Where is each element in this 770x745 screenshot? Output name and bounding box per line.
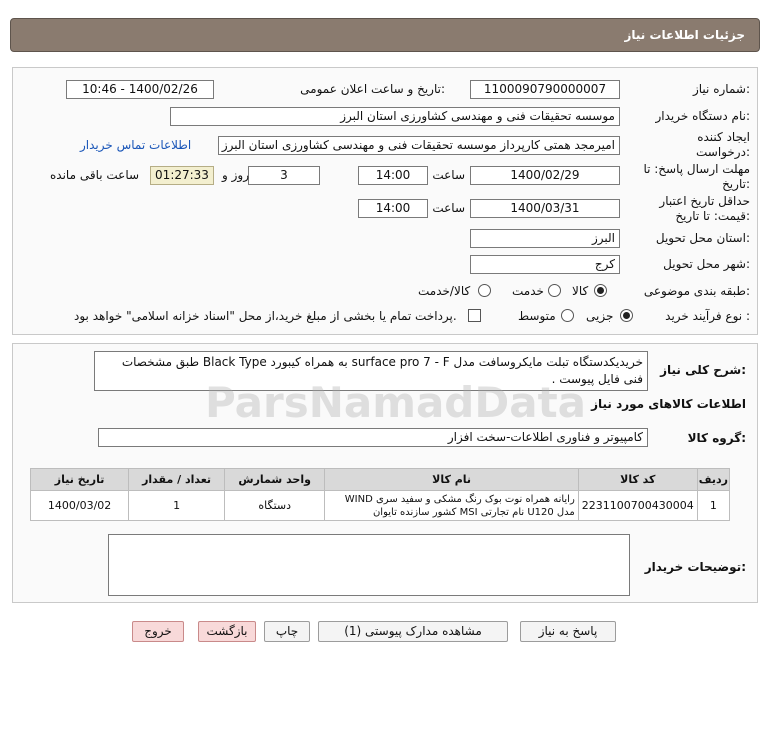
print-button[interactable]: چاپ bbox=[264, 621, 310, 642]
category-goods-service-label: کالا/خدمت bbox=[418, 284, 471, 298]
goods-group-label: گروه کالا: bbox=[687, 431, 746, 445]
description-label: شرح کلی نیاز: bbox=[660, 363, 746, 377]
province-field: البرز bbox=[470, 229, 620, 248]
view-documents-button[interactable]: مشاهده مدارک پیوستی (1) bbox=[318, 621, 508, 642]
back-button[interactable]: بازگشت bbox=[198, 621, 256, 642]
description-text: خریدیکدستگاه تبلت مایکروسافت مدل surface pro 7 - F به همراه کیبورد Black Type طبق مشخصات فنی فایل پیوست . bbox=[94, 351, 648, 391]
page-title: جزئیات اطلاعات نیاز bbox=[624, 28, 745, 42]
table-row bbox=[31, 491, 730, 521]
buyer-notes-field bbox=[108, 534, 630, 596]
process-label: نوع فرآیند خرید : bbox=[665, 309, 750, 323]
goods-group-field: کامپیوتر و فناوری اطلاعات-سخت افزار bbox=[98, 428, 648, 447]
col-name: نام کالا bbox=[325, 469, 578, 491]
need-number-field: 1100090790000007 bbox=[470, 80, 620, 99]
city-label: شهر محل تحویل: bbox=[663, 257, 750, 271]
validity-time-label: ساعت bbox=[432, 201, 465, 215]
need-number-label: شماره نیاز: bbox=[692, 82, 750, 96]
cell-qty: 1 bbox=[129, 491, 225, 521]
reply-button[interactable]: پاسخ به نیاز bbox=[520, 621, 616, 642]
exit-button[interactable]: خروج bbox=[132, 621, 184, 642]
days-field: 3 bbox=[248, 166, 320, 185]
province-label: استان محل تحویل: bbox=[655, 231, 750, 245]
reply-deadline-label: مهلت ارسال پاسخ: تا تاریخ: bbox=[643, 162, 750, 191]
process-medium-label: متوسط bbox=[518, 309, 556, 323]
buyer-notes-label: توضیحات خریدار: bbox=[644, 560, 746, 574]
col-index: ردیف bbox=[697, 469, 729, 491]
buyer-org-label: نام دستگاه خریدار: bbox=[655, 109, 750, 123]
validity-date-field: 1400/03/31 bbox=[470, 199, 620, 218]
reply-date-field: 1400/02/29 bbox=[470, 166, 620, 185]
page-header bbox=[10, 18, 760, 52]
process-medium-radio[interactable] bbox=[561, 309, 574, 322]
category-goods-label: کالا bbox=[572, 284, 589, 298]
category-service-radio[interactable] bbox=[548, 284, 561, 297]
validity-label: حداقل تاریخ اعتبار قیمت: تا تاریخ: bbox=[659, 194, 750, 223]
creator-label: ایجاد کننده درخواست: bbox=[696, 130, 750, 159]
buyer-org-field: موسسه تحقیقات فنی و مهندسی کشاورزی استان البرز bbox=[170, 107, 620, 126]
goods-table bbox=[30, 468, 730, 521]
col-code: کد کالا bbox=[578, 469, 697, 491]
treasury-checkbox[interactable] bbox=[468, 309, 481, 322]
validity-time-field: 14:00 bbox=[358, 199, 428, 218]
remaining-label: ساعت باقی مانده bbox=[50, 168, 140, 182]
days-label: روز و bbox=[222, 168, 249, 182]
creator-field: امیرمجد همتی کارپرداز موسسه تحقیقات فنی و مهندسی کشاورزی استان البرز bbox=[218, 136, 620, 155]
category-goods-service-radio[interactable] bbox=[478, 284, 491, 297]
city-field: کرج bbox=[470, 255, 620, 274]
cell-index: 1 bbox=[697, 491, 729, 521]
announce-field: 1400/02/26 - 10:46 bbox=[66, 80, 214, 99]
col-unit: واحد شمارش bbox=[225, 469, 325, 491]
goods-section-title: اطلاعات کالاهای مورد نیاز bbox=[591, 397, 746, 411]
reply-time-label: ساعت bbox=[432, 168, 465, 182]
watermark: ParsNamadData bbox=[205, 378, 586, 427]
process-minor-label: جزیی bbox=[586, 309, 614, 323]
cell-code: 2231100700430004 bbox=[578, 491, 697, 521]
cell-name: رایانه همراه نوت بوک رنگ مشکی و سفید سری WIND مدل U120 نام تجارتی MSI کشور سازنده تایوان bbox=[325, 491, 578, 521]
remaining-timer: 01:27:33 bbox=[150, 166, 214, 185]
category-label: طبقه بندی موضوعی: bbox=[643, 284, 750, 298]
cell-unit: دستگاه bbox=[225, 491, 325, 521]
contact-info-link[interactable]: اطلاعات تماس خریدار bbox=[80, 138, 192, 152]
col-date: تاریخ نیاز bbox=[31, 469, 129, 491]
category-goods-radio[interactable] bbox=[594, 284, 607, 297]
category-service-label: خدمت bbox=[512, 284, 544, 298]
process-minor-radio[interactable] bbox=[620, 309, 633, 322]
announce-label: تاریخ و ساعت اعلان عمومی: bbox=[300, 82, 445, 96]
cell-date: 1400/03/02 bbox=[31, 491, 129, 521]
treasury-note: پرداخت تمام یا بخشی از مبلغ خرید،از محل "اسناد خزانه اسلامی" خواهد بود. bbox=[74, 309, 457, 323]
reply-time-field: 14:00 bbox=[358, 166, 428, 185]
col-qty: تعداد / مقدار bbox=[129, 469, 225, 491]
